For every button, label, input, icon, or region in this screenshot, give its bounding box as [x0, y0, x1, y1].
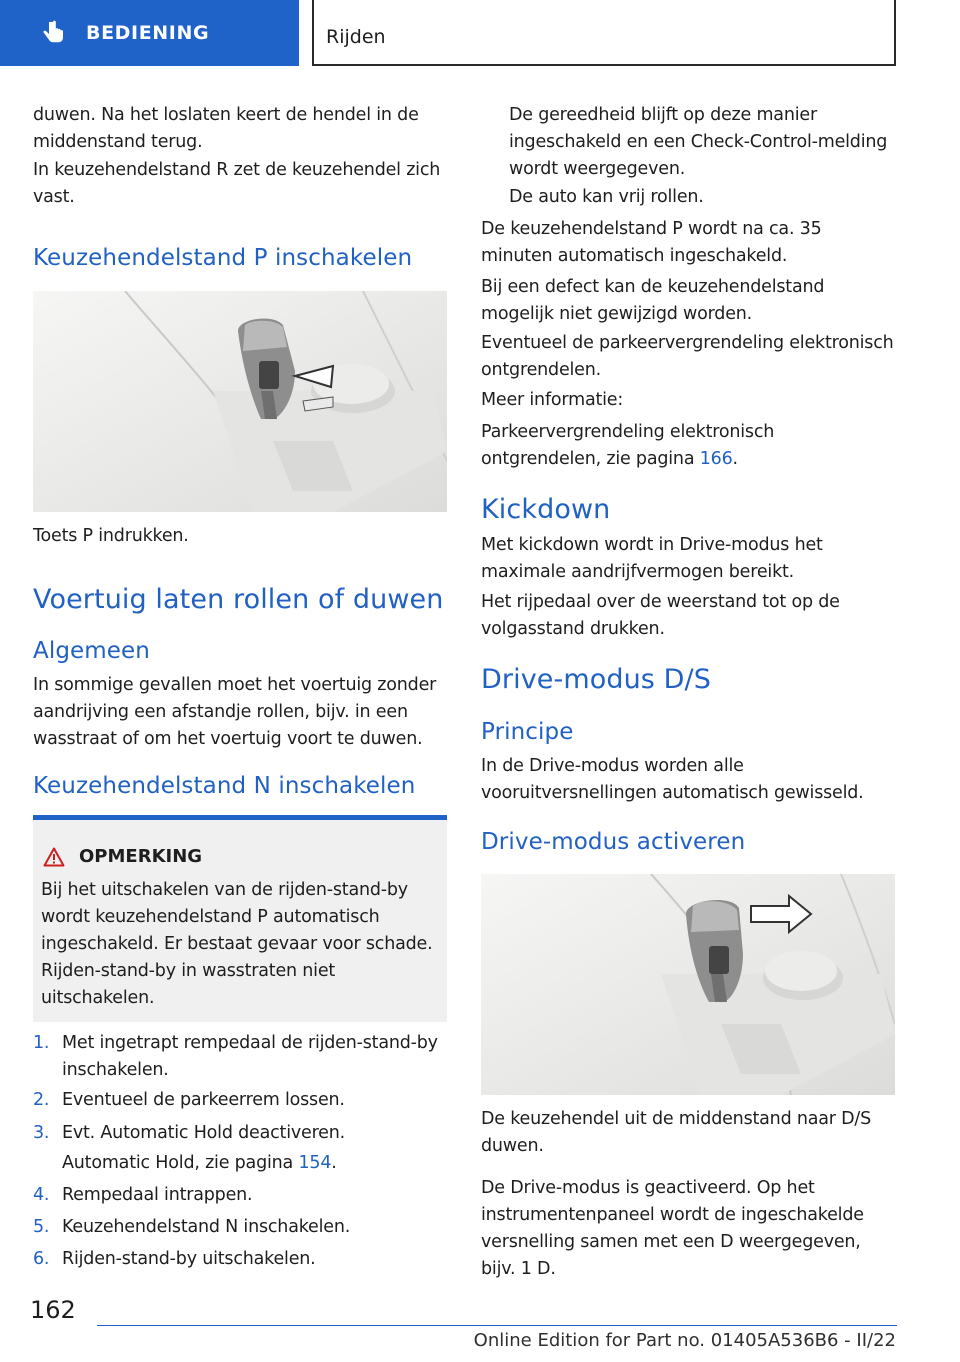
cross-reference: Automatic Hold, zie pagina 154. — [62, 1153, 337, 1173]
heading-gear-n: Keuzehendelstand N inschakelen — [33, 773, 416, 799]
cross-reference: Parkeervergrendeling elektronisch ontgrendelen, zie pagina 166. — [481, 422, 775, 469]
paragraph: Het rijpedaal over de weerstand tot op de volgasstand drukken. — [481, 592, 840, 639]
paragraph-indented: De gereedheid blijft op deze manier ingeschakeld en een Check-Control-melding wordt weergegeven. — [509, 105, 888, 179]
step-number: 1. — [33, 1033, 50, 1053]
page-link[interactable]: 166 — [699, 449, 733, 469]
paragraph: Bij een defect kan de keuzehendelstand mogelijk niet gewijzigd worden. — [481, 277, 825, 324]
step-number: 3. — [33, 1123, 50, 1143]
step-text: Keuzehendelstand N inschakelen. — [62, 1217, 351, 1237]
heading-drive-mode: Drive-modus D/S — [481, 664, 711, 695]
paragraph: Meer informatie: — [481, 390, 624, 410]
step-text: Rijden-stand-by uitschakelen. — [62, 1249, 316, 1269]
heading-activate: Drive-modus activeren — [481, 829, 746, 855]
paragraph: De Drive-modus is geactiveerd. Op het instrumentenpaneel wordt de ingeschakelde versnelling samen met een D weergegeven, bijv. 1 D. — [481, 1178, 864, 1279]
section-title: BEDIENING — [86, 22, 210, 44]
paragraph: duwen. Na het loslaten keert de hendel in de middenstand terug. — [33, 105, 419, 152]
gear-selector-illustration — [33, 291, 447, 512]
step-text: Rempedaal intrappen. — [62, 1185, 253, 1205]
paragraph-indented: De auto kan vrij rollen. — [509, 187, 704, 207]
heading-principle: Principe — [481, 719, 574, 745]
step-number: 2. — [33, 1090, 50, 1110]
paragraph: In keuzehendelstand R zet de keuzehendel zich vast. — [33, 160, 441, 207]
paragraph: Eventueel de parkeervergrendeling elektronisch ontgrendelen. — [481, 333, 894, 380]
step-text: Evt. Automatic Hold deactiveren. — [62, 1123, 346, 1143]
paragraph: Met kickdown wordt in Drive-modus het maximale aandrijfvermogen bereikt. — [481, 535, 823, 582]
gear-selector-ds-image — [481, 874, 895, 1095]
step-number: 4. — [33, 1185, 50, 1205]
step-text: Met ingetrapt rempedaal de rijden-stand-by inschakelen. — [62, 1033, 438, 1080]
edition-info: Online Edition for Part no. 01405A536B6 - II/22 — [473, 1330, 896, 1351]
hand-pointer-icon — [40, 20, 66, 46]
chapter-title: Rijden — [326, 26, 386, 48]
cross-reference-text: Automatic Hold, zie pagina — [62, 1153, 294, 1173]
section-tab[interactable] — [0, 0, 299, 66]
page-number: 162 — [30, 1296, 76, 1324]
heading-roll: Voertuig laten rollen of duwen — [33, 584, 444, 615]
heading-general: Algemeen — [33, 638, 150, 664]
chapter-header — [312, 0, 896, 66]
paragraph: De keuzehendelstand P wordt na ca. 35 minuten automatisch ingeschakeld. — [481, 219, 822, 266]
heading-kickdown: Kickdown — [481, 494, 611, 525]
warning-title — [43, 846, 437, 867]
gear-selector-illustration — [481, 874, 895, 1095]
page-link[interactable]: 154 — [298, 1153, 332, 1173]
step-number: 6. — [33, 1249, 50, 1269]
step-text: Eventueel de parkeerrem lossen. — [62, 1090, 345, 1110]
image-caption: De keuzehendel uit de middenstand naar D/S duwen. — [481, 1109, 872, 1156]
paragraph: In sommige gevallen moet het voertuig zonder aandrijving een afstandje rollen, bijv. in een wasstraat of om het voertuig voort te duwen. — [33, 675, 437, 749]
cross-reference-text: Parkeervergrendeling elektronisch ontgrendelen, zie pagina — [481, 422, 775, 469]
paragraph: In de Drive-modus worden alle vooruitversnellingen automatisch gewisseld. — [481, 756, 864, 803]
heading-gear-p: Keuzehendelstand P inschakelen — [33, 245, 413, 271]
warning-box — [33, 815, 447, 1022]
footer-divider — [97, 1325, 897, 1326]
step-number: 5. — [33, 1217, 50, 1237]
warning-triangle-icon — [43, 847, 65, 867]
image-caption: Toets P indrukken. — [33, 526, 189, 546]
warning-label: OPMERKING — [79, 846, 203, 867]
gear-selector-p-image — [33, 291, 447, 512]
warning-text: Bij het uitschakelen van de rijden-stand-by wordt keuzehendelstand P automatisch ingeschakeld. Er bestaat gevaar voor schade. Rijden-stand-by in wasstraten niet uitschakelen. — [41, 880, 433, 1008]
